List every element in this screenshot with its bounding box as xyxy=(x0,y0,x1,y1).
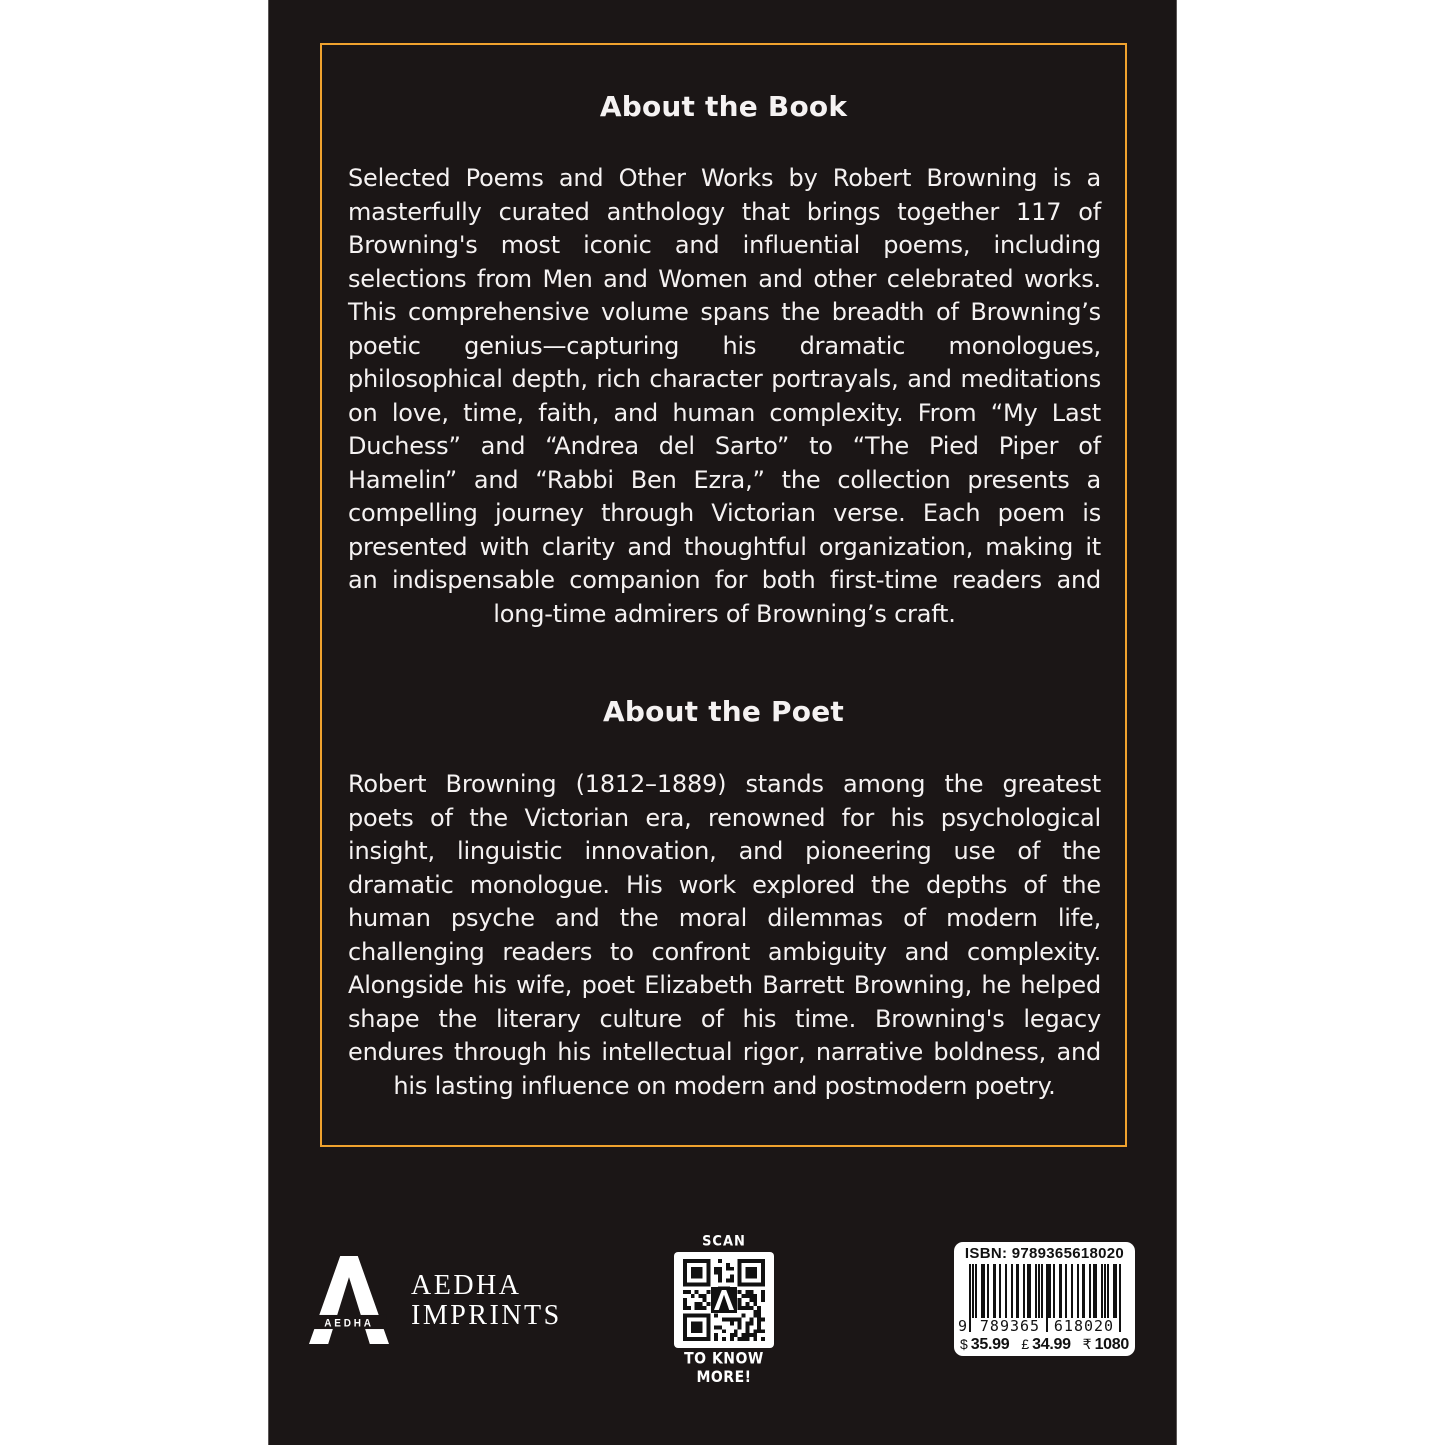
price-gbp-amount: 34.99 xyxy=(1032,1336,1071,1353)
price-usd xyxy=(960,1336,1009,1354)
price-inr-amount: 1080 xyxy=(1094,1336,1129,1353)
book-back-cover xyxy=(268,0,1177,1445)
qr-section xyxy=(657,1233,791,1387)
barcode-digit-lead: 9 xyxy=(958,1317,968,1335)
publisher-logo-icon xyxy=(309,1256,389,1344)
price-gbp-symbol: £ xyxy=(1021,1336,1030,1352)
price-gbp xyxy=(1021,1336,1070,1354)
price-usd-amount: 35.99 xyxy=(970,1336,1010,1353)
qr-center-logo-icon xyxy=(711,1287,737,1313)
isbn-barcode-sticker xyxy=(954,1242,1135,1356)
barcode-digit-group2: 618020 xyxy=(1053,1317,1115,1335)
publisher-name-line1: AEDHA xyxy=(411,1270,522,1301)
barcode-guard-right xyxy=(1119,1264,1121,1332)
about-book-title: About the Book xyxy=(599,90,848,123)
about-poet-text: Robert Browning (1812–1889) stands among the greatest poets of the Victorian era, renowned for his psychological insight, linguistic innovation, and pioneering use of the dramatic monologue. His work explored the depths of the human psyche and the moral dilemmas of modern life, challenging readers to confront ambiguity and complexity. Alongside his wife, poet Elizabeth Barrett Browning, he helped shape the literary culture of his time. Browning's legacy endures through his intellectual rigor, narrative boldness, and his lasting influence on modern and postmodern poetry. xyxy=(348,770,1101,1100)
barcode-digits xyxy=(954,1318,1135,1335)
barcode-bars xyxy=(969,1264,1121,1320)
gold-border-frame xyxy=(320,43,1127,1147)
isbn-label: ISBN: 9789365618020 xyxy=(964,1245,1125,1262)
price-inr-symbol: ₹ xyxy=(1082,1336,1092,1352)
price-usd-symbol: $ xyxy=(960,1336,968,1352)
publisher-logo-monogram: AEDHA xyxy=(324,1316,374,1330)
qr-code xyxy=(674,1252,774,1348)
price-inr xyxy=(1083,1336,1129,1354)
barcode-digit-group1: 789365 xyxy=(979,1317,1041,1335)
qr-know-more-label: TO KNOW MORE! xyxy=(684,1349,764,1387)
barcode-guard-left xyxy=(969,1264,971,1332)
qr-scan-label: SCAN xyxy=(702,1233,746,1250)
barcode-prices xyxy=(960,1335,1129,1355)
barcode-guard-center xyxy=(1046,1264,1048,1332)
about-poet-title: About the Poet xyxy=(602,695,844,728)
about-book-text: Selected Poems and Other Works by Robert Browning is a masterfully curated anthology that brings together 117 of Browning's most iconic and influential poems, including selections from Men and Women and other celebrated works. This comprehensive volume spans the breadth of Browning’s poetic genius—capturing his dramatic monologues, philosophical depth, rich character portrayals, and meditations on love, time, faith, and human complexity. From “My Last Duchess” and “Andrea del Sarto” to “The Pied Piper of Hamelin” and “Rabbi Ben Ezra,” the collection presents a compelling journey through Victorian verse. Each poem is presented with clarity and thoughtful organization, making it an indispensable companion for both first-time readers and long-time admirers of Browning’s craft. xyxy=(348,164,1101,628)
publisher-name-line2: IMPRINTS xyxy=(411,1300,562,1331)
